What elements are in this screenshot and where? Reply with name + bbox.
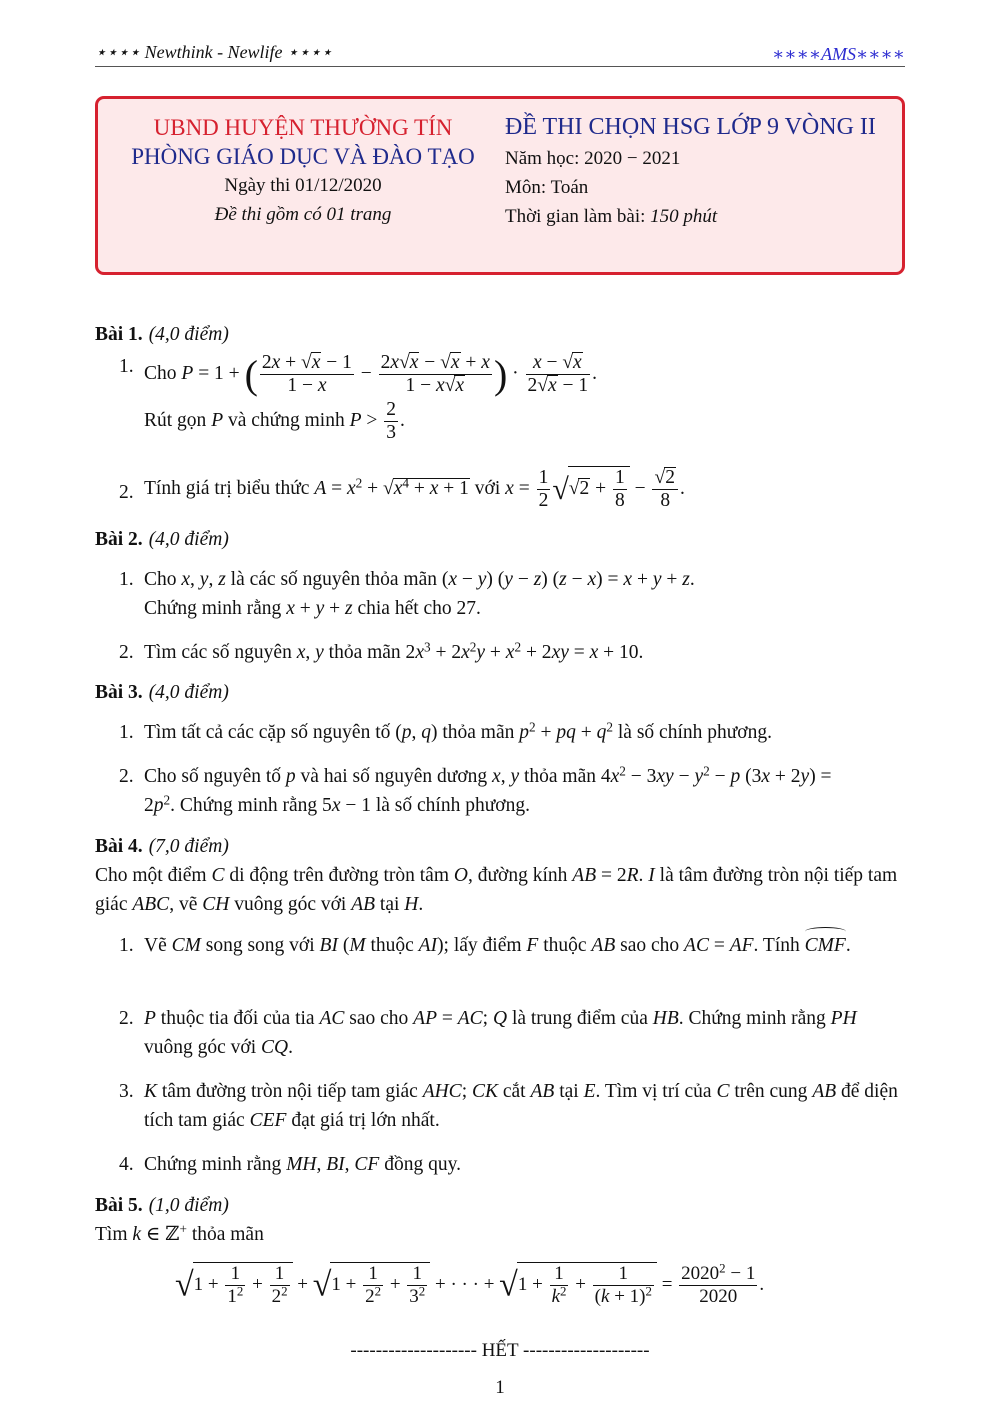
end-marker: -------------------- HẾT -------------------- <box>350 1340 650 1361</box>
problem-3-heading: Bài 3. (4,0 điểm) <box>95 682 229 703</box>
problem-4-statement: Cho một điểm C di động trên đường tròn tâm O, đường kính AB = 2R. I là tâm đường tròn nội tiếp tam giác ABC, vẽ CH vuông góc với AB tại H. <box>95 865 898 915</box>
problem-3-item-2: 2. Cho số nguyên tố p và hai số nguyên dương x, y thỏa mãn $4x^2 - 3xy - y^2 - p$ (3x + 2y) = $2p^2$. Chứng minh rằng 5x − 1 là số chính phương. <box>119 763 832 816</box>
problem-4-item-3: 3. K tâm đường tròn nội tiếp tam giác AHC; CK cắt AB tại E. Tìm vị trí của C trên cung AB để diện tích tam giác CEF đạt giá trị lớn nhất. <box>119 1081 898 1131</box>
page-header <box>95 40 905 67</box>
problem-1-heading: Bài 1. (4,0 điểm) <box>95 324 229 345</box>
org-line2: PHÒNG GIÁO DỤC VÀ ĐÀO TẠO <box>131 144 475 169</box>
problem-4-item-2: 2. P thuộc tia đối của tia AC sao cho AP = AC; Q là trung điểm của HB. Chứng minh rằng PH vuông góc với CQ. <box>119 1008 857 1058</box>
page-number: 1 <box>495 1377 505 1398</box>
problem-4-heading: Bài 4. (7,0 điểm) <box>95 836 229 857</box>
org-line1: UBND HUYỆN THƯỜNG TÍN <box>153 115 453 140</box>
title-box-right <box>505 113 897 231</box>
problem-5-heading: Bài 5. (1,0 điểm) <box>95 1195 229 1216</box>
school-year: Năm học: 2020 − 2021 <box>505 148 681 169</box>
problem-4-item-1: 1. Vẽ CM song song với BI (M thuộc AI); lấy điểm F thuộc AB sao cho AC = AF. Tính CMF. <box>119 931 907 960</box>
problem-2-item-2: 2. Tìm các số nguyên x, y thỏa mãn $2x^3 + 2x^2y + x^2 + 2xy = x + 10$. <box>119 639 644 663</box>
exam-title: ĐỀ THI CHỌN HSG LỚP 9 VÒNG II <box>505 114 876 140</box>
problem-2-heading: Bài 2. (4,0 điểm) <box>95 529 229 550</box>
exam-title-box <box>95 96 905 275</box>
time-limit: Thời gian làm bài: 150 phút <box>505 206 718 227</box>
problem-5-statement: Tìm k ∈ ℤ+ thỏa mãn <box>95 1221 264 1245</box>
page-count: Đề thi gồm có 01 trang <box>214 204 392 225</box>
header-left-text: ⋆⋆⋆⋆ Newthink - Newlife ⋆⋆⋆⋆ <box>95 42 333 62</box>
title-box-left <box>98 113 508 229</box>
problem-2-item-1: 1. Cho x, y, z là các số nguyên thỏa mãn (x − y) (y − z) (z − x) = x + y + z. Chứng minh rằng x + y + z chia hết cho 27. <box>119 569 695 619</box>
subject: Môn: Toán <box>505 177 589 198</box>
problem-4-item-4: 4. Chứng minh rằng MH, BI, CF đồng quy. <box>119 1154 461 1175</box>
problem-5-equation: √1 + $\frac{1}{1^2}$ + $\frac{1}{2^2}$ + √1 + $\frac{1}{2^2}$ + $\frac{1}{3^2}$ + · · · + √1 + $\frac{1}{k^2}$ + $\frac{1}{(k + 1)^2}$ = $\frac{2020^2 - 1}{2020}$ . <box>175 1260 765 1308</box>
problem-3-item-1: 1. Tìm tất cả các cặp số nguyên tố (p, q) thỏa mãn $p^2$ + pq + $q^2$ là số chính phương. <box>119 719 772 743</box>
problem-1-item-1: 1. Cho P = 1 + ( $\frac{2x + √x - 1}{1 - x}$ − $\frac{2x√x - √x + x}{1 - x√x}$ ) · $\frac{x - √x}{2√x - 1}$ . Rút gọn P và chứng minh P > $\frac{2}{3}$ . <box>119 352 597 443</box>
exam-date: Ngày thi 01/12/2020 <box>224 175 382 196</box>
problem-1-item-2: 2. Tính giá trị biểu thức $A = x^2 + √x^4 + x + 1$ với x = $\frac{1}{2}$ √√2 + $\frac{1}{8}$ − $\frac{√2}{8}$ . <box>119 467 685 511</box>
header-right-text: ∗∗∗∗AMS∗∗∗∗ <box>772 44 905 64</box>
